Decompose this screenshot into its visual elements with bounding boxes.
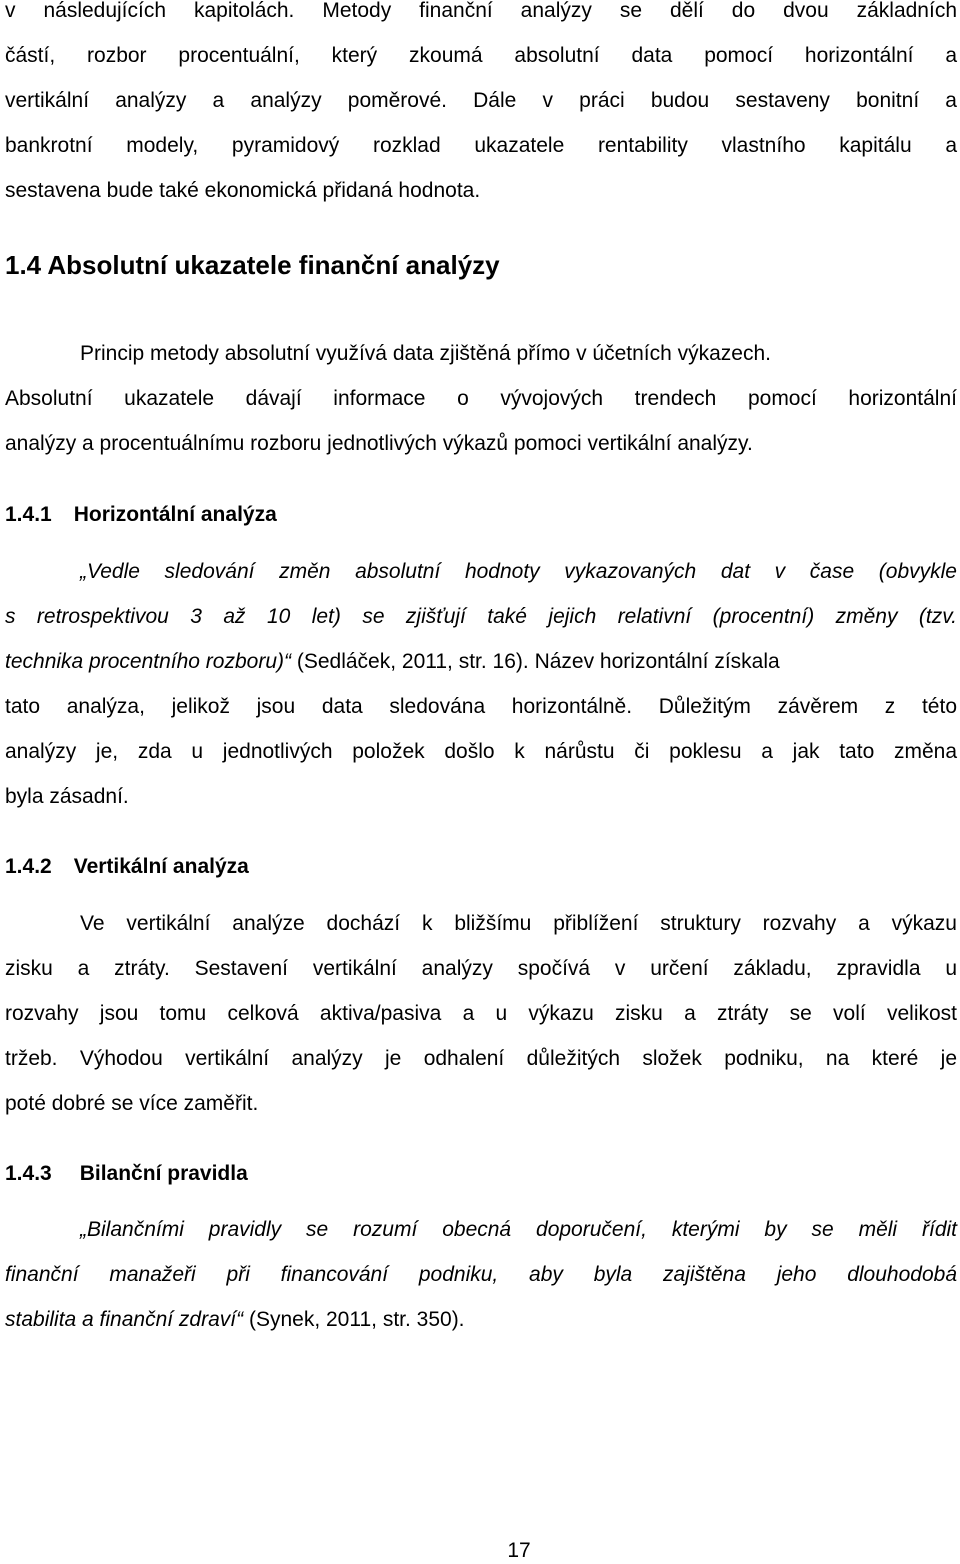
section-number: 1.4.2: [5, 855, 52, 878]
section-heading-1-4-2: [5, 854, 249, 880]
section-1-4-line-3: analýzy a procentuálnímu rozboru jednotlivých výkazů pomoci vertikální analýzy.: [5, 432, 753, 455]
intro-line-5: sestavena bude také ekonomická přidaná hodnota.: [5, 179, 481, 202]
quote-balance-line-1: „Bilančními pravidly se rozumí obecná doporučení, kterými by se měli řídit: [80, 1218, 957, 1241]
section-heading-1-4: 1.4 Absolutní ukazatele finanční analýzy: [5, 250, 500, 280]
intro-line-4: bankrotní modely, pyramidový rozklad ukazatele rentability vlastního kapitálu a: [5, 134, 957, 157]
quote-italic-part: stabilita a finanční zdraví“: [5, 1308, 244, 1331]
section-number: 1.4.1: [5, 503, 52, 526]
section-1-4-2-line-4: tržeb. Výhodou vertikální analýzy je odhalení důležitých složek podniku, na které je: [5, 1047, 957, 1070]
section-number: 1.4.3: [5, 1162, 52, 1185]
section-heading-1-4-1: [5, 502, 277, 528]
section-title: Bilanční pravidla: [79, 1162, 248, 1185]
section-1-4-2-line-5: poté dobré se více zaměřit.: [5, 1092, 259, 1115]
intro-line-2: částí, rozbor procentuální, který zkoumá absolutní data pomocí horizontální a: [5, 44, 957, 67]
section-1-4-line-2: Absolutní ukazatele dávají informace o vývojových trendech pomocí horizontální: [5, 387, 957, 410]
section-title: Horizontální analýza: [73, 503, 277, 526]
quote-citation: (Sedláček, 2011, str. 16). Název horizontální získala: [291, 650, 780, 673]
quote-balance-line-2: finanční manažeři při financování podniku, aby byla zajištěna jeho dlouhodobá: [5, 1263, 957, 1286]
quote-italic-part: technika procentního rozboru)“: [5, 650, 291, 673]
page-number: 17: [507, 1539, 531, 1562]
section-1-4-2-line-3: rozvahy jsou tomu celková aktiva/pasiva a u výkazu zisku a ztráty se volí velikost: [5, 1002, 957, 1025]
quote-horizontal-line-3: [5, 649, 957, 675]
section-1-4-line-1: Princip metody absolutní využívá data zjištěná přímo v účetních výkazech.: [80, 342, 772, 365]
quote-horizontal-line-2: s retrospektivou 3 až 10 let) se zjišťují také jejich relativní (procentní) změny (tzv.: [5, 605, 957, 628]
section-1-4-1-line-4: tato analýza, jelikož jsou data sledována horizontálně. Důležitým závěrem z této: [5, 695, 957, 718]
section-1-4-2-line-2: zisku a ztráty. Sestavení vertikální analýzy spočívá v určení základu, zpravidla u: [5, 957, 957, 980]
quote-balance-line-3: [5, 1307, 957, 1333]
intro-line-1: v následujících kapitolách. Metody finanční analýzy se dělí do dvou základních: [5, 0, 957, 22]
quote-citation: (Synek, 2011, str. 350).: [243, 1308, 465, 1331]
section-1-4-2-line-1: Ve vertikální analýze dochází k bližšímu přiblížení struktury rozvahy a výkazu: [80, 912, 957, 935]
section-1-4-1-line-6: byla zásadní.: [5, 785, 129, 808]
section-heading-1-4-3: [5, 1161, 248, 1187]
intro-line-3: vertikální analýzy a analýzy poměrové. Dále v práci budou sestaveny bonitní a: [5, 89, 957, 112]
section-1-4-1-line-5: analýzy je, zda u jednotlivých položek došlo k nárůstu či poklesu a jak tato změna: [5, 740, 957, 763]
section-title: Vertikální analýza: [73, 855, 249, 878]
quote-horizontal-line-1: „Vedle sledování změn absolutní hodnoty vykazovaných dat v čase (obvykle: [80, 560, 957, 583]
